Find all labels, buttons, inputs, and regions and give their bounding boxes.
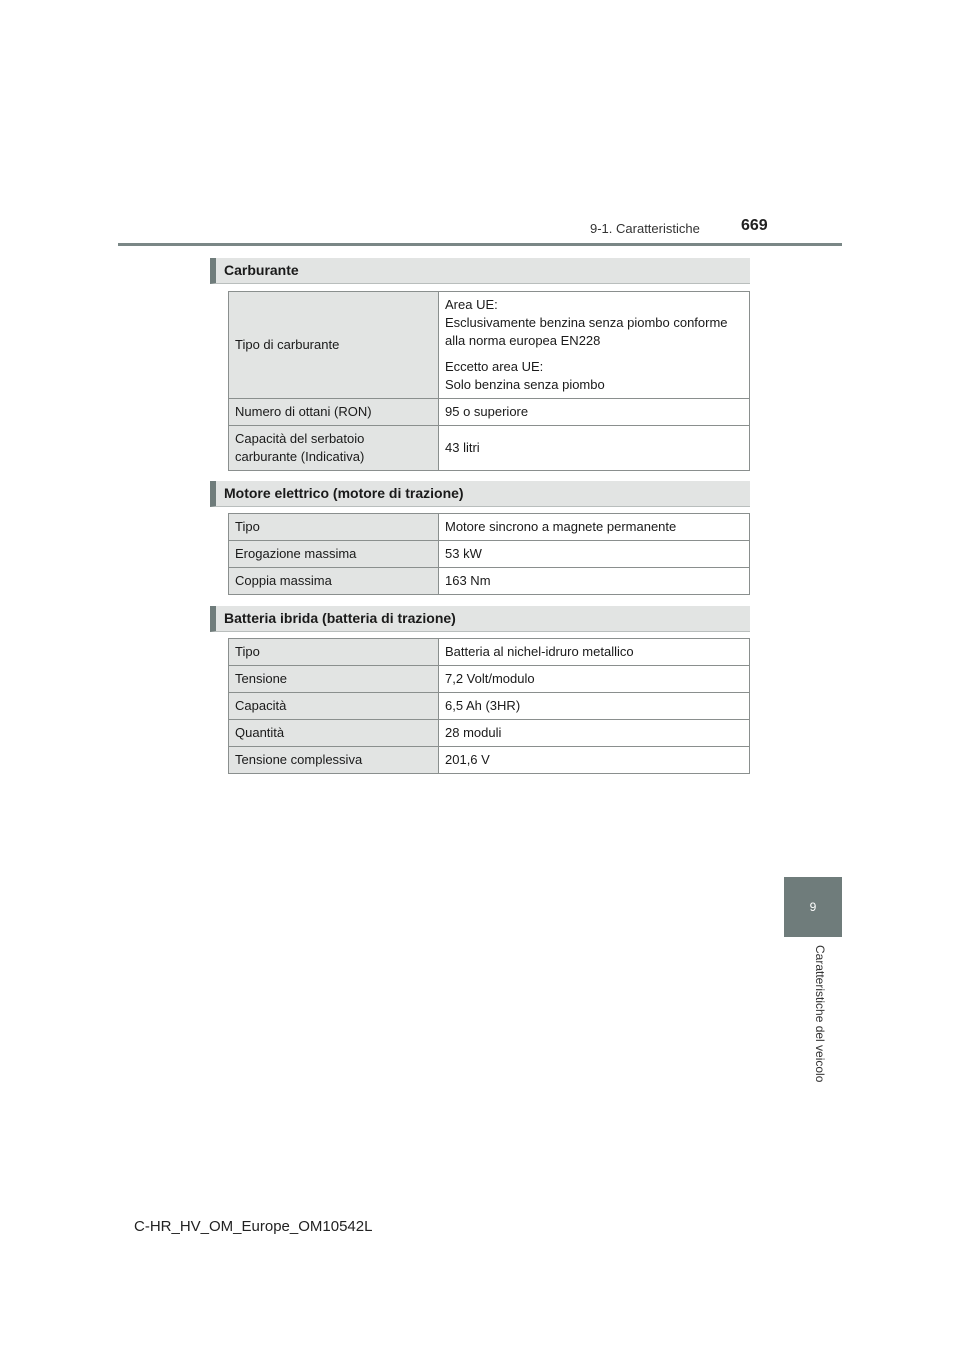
row-value: 28 moduli <box>439 720 750 747</box>
section-title: Batteria ibrida (batteria di trazione) <box>224 610 456 626</box>
section-heading-motor <box>210 481 750 507</box>
fuel-spec-table <box>228 291 750 471</box>
table-row <box>229 639 750 666</box>
row-label: Tensione complessiva <box>229 747 439 774</box>
chapter-number: 9 <box>809 900 817 914</box>
row-label: Quantità <box>229 720 439 747</box>
row-value: 43 litri <box>439 426 750 471</box>
value-paragraph <box>445 358 743 394</box>
table-row <box>229 747 750 774</box>
section-heading-battery <box>210 606 750 632</box>
row-label: Erogazione massima <box>229 541 439 568</box>
table-row <box>229 720 750 747</box>
table-row <box>229 693 750 720</box>
value-line: alla norma europea EN228 <box>445 333 601 348</box>
document-code: C-HR_HV_OM_Europe_OM10542L <box>134 1218 373 1235</box>
value-paragraph <box>445 296 743 350</box>
table-row <box>229 666 750 693</box>
table-row <box>229 292 750 399</box>
row-label: Tipo <box>229 639 439 666</box>
running-header-section: 9-1. Caratteristiche <box>590 221 700 236</box>
row-label: Tensione <box>229 666 439 693</box>
row-value: 53 kW <box>439 541 750 568</box>
value-line: Eccetto area UE: <box>445 359 544 374</box>
row-value: 95 o superiore <box>439 399 750 426</box>
row-label: Capacità <box>229 693 439 720</box>
row-label: Tipo di carburante <box>229 292 439 399</box>
section-title: Motore elettrico (motore di trazione) <box>224 485 464 501</box>
label-line: carburante (Indicativa) <box>235 449 365 464</box>
label-line: Capacità del serbatoio <box>235 431 365 446</box>
row-value: 163 Nm <box>439 568 750 595</box>
table-row <box>229 568 750 595</box>
chapter-label: Caratteristiche del veicolo <box>813 945 827 1083</box>
header-rule <box>118 243 842 246</box>
row-value <box>439 292 750 399</box>
row-value: 6,5 Ah (3HR) <box>439 693 750 720</box>
battery-spec-table <box>228 638 750 774</box>
row-label: Coppia massima <box>229 568 439 595</box>
section-title: Carburante <box>224 262 299 278</box>
table-row <box>229 514 750 541</box>
value-line: Esclusivamente benzina senza piombo conforme <box>445 315 728 330</box>
chapter-tab <box>784 877 842 937</box>
value-line: Solo benzina senza piombo <box>445 377 605 392</box>
table-row <box>229 399 750 426</box>
value-line: Area UE: <box>445 297 498 312</box>
row-value: 7,2 Volt/modulo <box>439 666 750 693</box>
section-heading-fuel <box>210 258 750 284</box>
row-value: 201,6 V <box>439 747 750 774</box>
row-label: Tipo <box>229 514 439 541</box>
page-number: 669 <box>741 217 768 234</box>
row-value: Motore sincrono a magnete permanente <box>439 514 750 541</box>
table-row <box>229 426 750 471</box>
row-label: Numero di ottani (RON) <box>229 399 439 426</box>
row-value: Batteria al nichel-idruro metallico <box>439 639 750 666</box>
table-row <box>229 541 750 568</box>
row-label <box>229 426 439 471</box>
motor-spec-table <box>228 513 750 595</box>
